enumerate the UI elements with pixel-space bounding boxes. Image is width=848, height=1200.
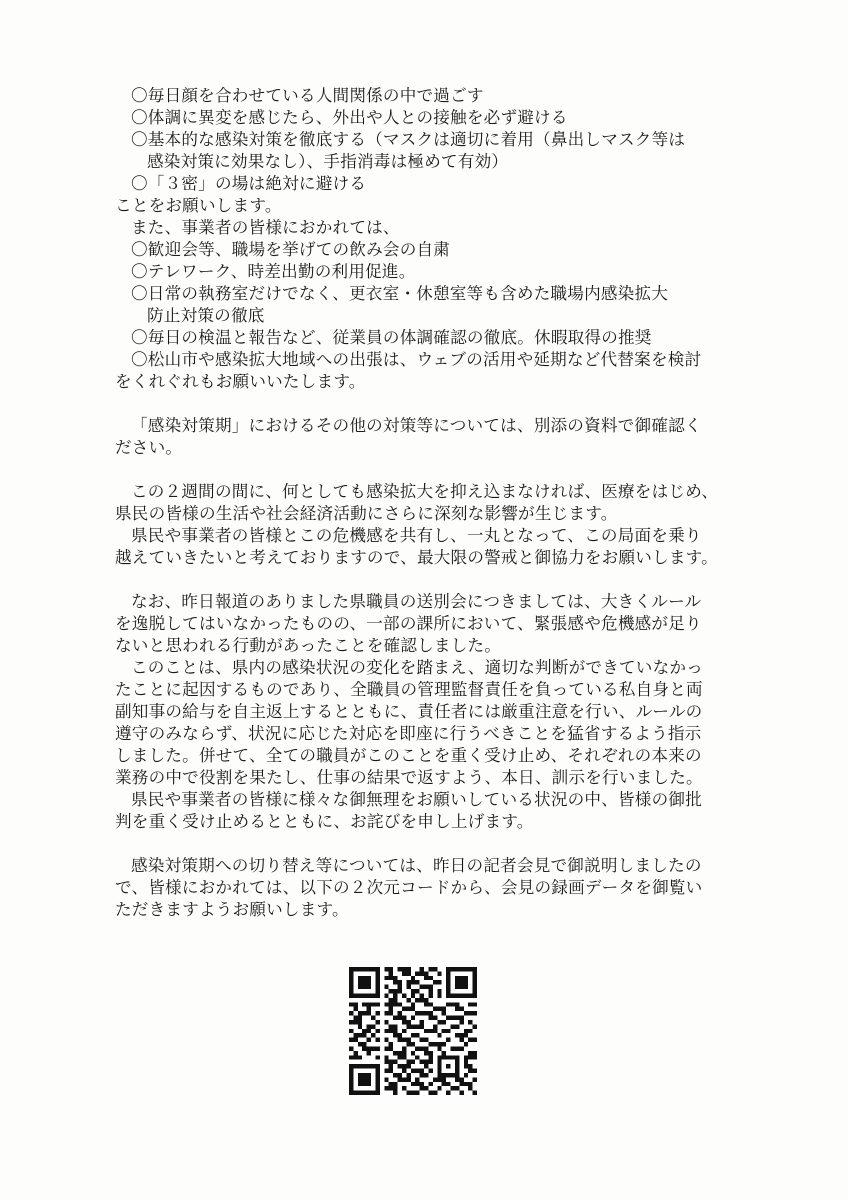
- business-bullet-3-cont: 防止対策の徹底: [147, 306, 265, 325]
- business-request-line: をくれぐれもお願いいたします。: [115, 372, 366, 391]
- qr-code-icon[interactable]: [349, 967, 477, 1095]
- bullet-line-4: 〇「３密」の場は絶対に避ける: [131, 174, 367, 193]
- business-bullet-4: 〇毎日の検温と報告など、従業員の体調確認の徹底。休暇取得の推奨: [131, 328, 652, 347]
- business-intro-line: また、事業者の皆様におかれては、: [131, 218, 400, 237]
- business-bullet-2: 〇テレワーク、時差出勤の利用促進。: [131, 262, 416, 281]
- paragraph-3-line-4: 越えていきたいと考えておりますので、最大限の警戒と御協力をお願いします。: [115, 548, 718, 567]
- paragraph-5-line-1: このことは、県内の感染状況の変化を踏まえ、適切な判断ができていなかっ: [131, 658, 703, 677]
- paragraph-5-line-3: 副知事の給与を自主返上するとともに、責任者には厳重注意を行い、ルールの: [115, 702, 703, 721]
- bullet-line-3-cont: 感染対策に効果なし）、手指消毒は極めて有効）: [147, 152, 509, 171]
- bullet-line-2: 〇体調に異変を感じたら、外出や人との接触を必ず避ける: [131, 108, 568, 127]
- paragraph-4-line-3: ないと思われる行動があったことを確認しました。: [115, 636, 502, 655]
- qr-code-graphic: [349, 967, 477, 1095]
- paragraph-6-line-2: 判を重く受け止めるとともに、お詫びを申し上げます。: [115, 812, 534, 831]
- request-line: ことをお願いします。: [115, 196, 282, 215]
- business-bullet-5: 〇松山市や感染拡大地域への出張は、ウェブの活用や延期など代替案を検討: [131, 350, 702, 369]
- paragraph-3-line-3: 県民や事業者の皆様とこの危機感を共有し、一丸となって、この局面を乗り: [131, 526, 702, 545]
- business-bullet-3: 〇日常の執務室だけでなく、更衣室・休憩室等も含めた職場内感染拡大: [131, 284, 669, 303]
- paragraph-6-line-1: 県民や事業者の皆様に様々な御無理をお願いしている状況の中、皆様の御批: [131, 790, 702, 809]
- paragraph-4-line-2: を逸脱してはいなかったものの、一部の課所において、緊張感や危機感が足り: [115, 614, 702, 633]
- paragraph-4-line-1: なお、昨日報道のありました県職員の送別会につきましては、大きくルール: [131, 592, 702, 611]
- paragraph-7-line-1: 感染対策期への切り替え等については、昨日の記者会見で御説明しましたの: [131, 856, 702, 875]
- paragraph-5-line-5: しました。併せて、全ての職員がこのことを重く受け止め、それぞれの本来の: [115, 746, 702, 765]
- paragraph-2-line-2: ださい。: [115, 438, 183, 457]
- paragraph-2-line-1: 「感染対策期」におけるその他の対策等については、別添の資料で御確認く: [131, 416, 702, 435]
- bullet-line-1: 〇毎日顔を合わせている人間関係の中で過ごす: [131, 86, 484, 105]
- business-bullet-1: 〇歓迎会等、職場を挙げての飲み会の自粛: [131, 240, 451, 259]
- paragraph-5-line-4: 遵守のみならず、状況に応じた対応を即座に行うべきことを猛省するよう指示: [115, 724, 702, 743]
- paragraph-3-line-2: 県民の皆様の生活や社会経済活動にさらに深刻な影響が生じます。: [115, 504, 618, 523]
- paragraph-7-line-3: ただきますようお願いします。: [115, 900, 349, 919]
- paragraph-7-line-2: で、皆様におかれては、以下の２次元コードから、会見の録画データを御覧い: [115, 878, 703, 897]
- paragraph-5-line-2: たことに起因するものであり、全職員の管理監督責任を負っている私自身と両: [115, 680, 703, 699]
- paragraph-5-line-6: 業務の中で役割を果たし、仕事の結果で返すよう、本日、訓示を行いました。: [115, 768, 703, 787]
- paragraph-3-line-1: この２週間の間に、何としても感染拡大を抑え込まなければ、医療をはじめ、: [131, 482, 719, 501]
- bullet-line-3: 〇基本的な感染対策を徹底する（マスクは適切に着用（鼻出しマスク等は: [131, 130, 686, 149]
